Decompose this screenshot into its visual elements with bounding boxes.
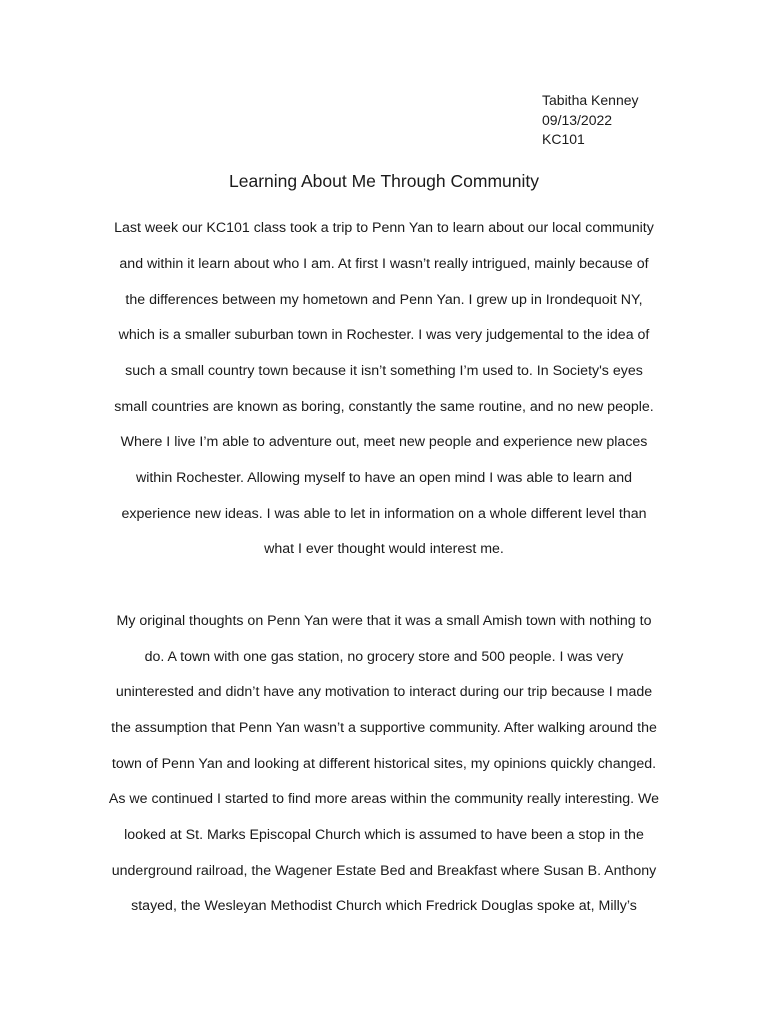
paragraph-line: such a small country town because it isn’t something I’m used to. In Society's eyes: [125, 363, 643, 379]
paragraph-line: experience new ideas. I was able to let in information on a whole different level than: [121, 506, 647, 522]
author-header: [542, 91, 639, 150]
paragraph-line: town of Penn Yan and looking at different historical sites, my opinions quickly changed.: [111, 756, 657, 772]
paragraph-line: Last week our KC101 class took a trip to Penn Yan to learn about our local community: [114, 220, 654, 236]
essay-title: Learning About Me Through Community: [229, 171, 539, 191]
author-name: Tabitha Kenney: [542, 92, 639, 108]
paragraph-line: do. A town with one gas station, no grocery store and 500 people. I was very: [144, 649, 624, 665]
paragraph-line: the assumption that Penn Yan wasn’t a supportive community. After walking around the: [111, 720, 657, 736]
course-code: KC101: [542, 131, 585, 147]
paragraph-line: looked at St. Marks Episcopal Church which is assumed to have been a stop in the: [124, 827, 644, 843]
paragraph-line: and within it learn about who I am. At first I wasn’t really intrigued, mainly because of: [119, 256, 649, 272]
paragraph-line: uninterested and didn’t have any motivation to interact during our trip because I made: [115, 684, 653, 700]
paragraph-line: within Rochester. Allowing myself to have an open mind I was able to learn and: [135, 470, 633, 486]
paragraph-line: Where I live I’m able to adventure out, meet new people and experience new places: [120, 434, 648, 450]
paragraph-line: As we continued I started to find more areas within the community really interesting. We: [108, 791, 660, 807]
paragraph-line: stayed, the Wesleyan Methodist Church which Fredrick Douglas spoke at, Milly’s: [131, 898, 637, 914]
paragraph-line: small countries are known as boring, constantly the same routine, and no new people.: [114, 399, 654, 415]
paragraph-line: My original thoughts on Penn Yan were that it was a small Amish town with nothing to: [116, 613, 652, 629]
paragraph-line: what I ever thought would interest me.: [264, 541, 504, 557]
paragraph-line: the differences between my hometown and Penn Yan. I grew up in Irondequoit NY,: [125, 292, 643, 308]
essay-date: 09/13/2022: [542, 111, 613, 128]
paragraph-line: underground railroad, the Wagener Estate Bed and Breakfast where Susan B. Anthony: [111, 863, 657, 879]
paragraph-line: which is a smaller suburban town in Rochester. I was very judgemental to the idea of: [118, 327, 650, 343]
